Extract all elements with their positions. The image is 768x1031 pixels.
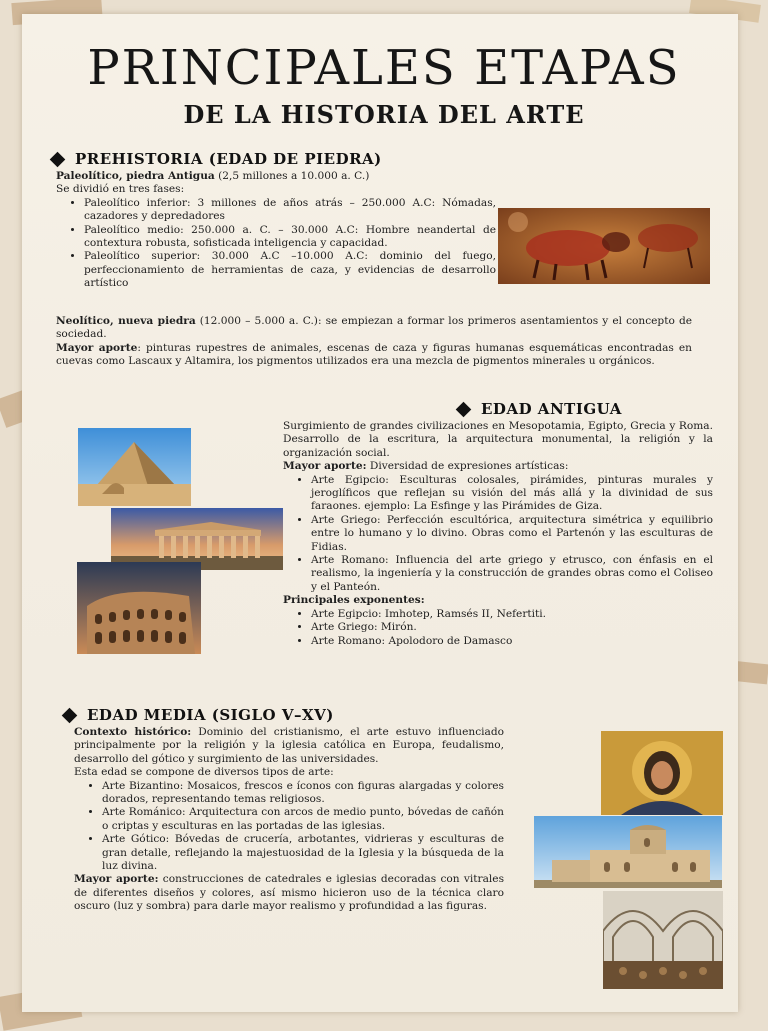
page-subtitle: DE LA HISTORIA DEL ARTE [183,100,585,129]
tipos-intro: Esta edad se compone de diversos tipos de arte: [74,766,334,779]
section-antigua-title: EDAD ANTIGUA [481,400,622,418]
fases-intro: Se dividió en tres fases: [56,183,185,196]
list-item: • Arte Egipcio: Imhotep, Ramsés II, Nefertiti. [311,608,713,621]
media-aporte-label: Mayor aporte: [74,873,159,886]
antigua-aporte-label: Mayor aporte: [283,460,367,473]
paleo-label: Paleolítico, piedra Antigua [56,170,215,182]
section-prehistoria-heading [52,150,382,168]
list-item: • Paleolítico inferior: 3 millones de años atrás – 250.000 A.C: Nómadas, cazadores y depredadores [84,197,496,224]
list-item: • Paleolítico superior: 30.000 A.C –10.000 A.C: dominio del fuego, perfeccionamiento de herramientas de caza, y evidencias de desarrollo artístico [84,250,496,290]
diamond-bullet-icon [456,401,472,417]
page-title: PRINCIPALES ETAPAS [87,40,681,96]
list-item: • Arte Griego: Mirón. [311,621,713,634]
list-item: • Paleolítico medio: 250.000 a. C. – 30.000 A.C: Hombre neandertal de contextura robusta, sofisticada inteligencia y capacidad. [84,224,496,251]
pyramids-image [78,428,191,506]
antigua-intro: Surgimiento de grandes civilizaciones en Mesopotamia, Egipto, Grecia y Roma. Desarrollo de la escritura, la arquitectura monumental, la religión y la organización social. [283,420,713,459]
list-item: • Arte Románico: Arquitectura con arcos de medio punto, bóvedas de cañón o criptas y esculturas en las portadas de las iglesias. [102,806,504,833]
list-item: • Arte Bizantino: Mosaicos, frescos e íconos con figuras alargadas y colores dorados, representando temas religiosos. [102,780,504,807]
prehistoria-aporte-text: : pinturas rupestres de animales, escenas de caza y figuras humanas esquemáticas encontradas en cuevas como Lascaux y Altamira, los pigmentos utilizados era una mezcla de pigmentos minerales u orgánicos. [56,341,692,368]
list-item: • Arte Egipcio: Esculturas colosales, pirámides, pinturas murales y jeroglíficos que reflejan su visión del más allá y la divinidad de sus faraones. ejemplo: La Esfinge y las Pirámides de Giza. [311,474,713,514]
colosseum-image [77,562,201,654]
media-aporte-text: construcciones de catedrales e iglesias decoradas con vitrales de diferentes diseños y colores, así mismo hicieron uso de la técnica claro oscuro (luz y sombra) para darle mayor realismo y profundidad a las figuras. [74,873,504,913]
byzantine-icon-image [601,731,723,815]
gothic-vault-image [603,891,723,989]
section-antigua-heading [458,400,622,418]
section-media-title: EDAD MEDIA (SIGLO V–XV) [87,706,334,724]
antigua-text [283,420,713,648]
list-item: • Arte Griego: Perfección escultórica, arquitectura simétrica y equilibrio entre lo humano y lo divino. Obras como el Partenón y las esculturas de Fidias. [311,514,713,554]
list-item: • Arte Romano: Apolodoro de Damasco [311,635,713,648]
contexto-label: Contexto histórico: [74,726,192,738]
section-media-heading [64,706,334,724]
section-prehistoria-title: PREHISTORIA (EDAD DE PIEDRA) [75,150,382,168]
neo-label: Neolítico, nueva piedra [56,315,196,327]
prehistoria-aporte-label: Mayor aporte [56,341,138,354]
antigua-aporte-text: Diversidad de expresiones artísticas: [366,460,569,473]
cave-painting-image [498,208,710,284]
exponentes-label: Principales exponentes: [283,594,425,607]
parthenon-image [111,508,283,570]
prehistoria-text-top [56,170,496,291]
paleo-range: (2,5 millones a 10.000 a. C.) [214,170,370,182]
prehistoria-text-bottom [56,315,692,369]
diamond-bullet-icon [62,707,78,723]
media-text [74,726,504,914]
list-item: • Arte Gótico: Bóvedas de crucería, arbotantes, vidrieras y esculturas de gran detalle, reflejando la majestuosidad de la Iglesia y la búsqueda de la luz divina. [102,833,504,873]
neo-text: (12.000 – 5.000 a. C.): se empiezan a formar los primeros asentamientos y el concepto de sociedad. [56,315,692,341]
romanesque-church-image [534,816,722,888]
contexto-text: Dominio del cristianismo, el arte estuvo influenciado principalmente por la religión y la iglesia católica en Europa, feudalismo, desarrollo del gótico y surgimiento de las universidades. [74,726,505,765]
list-item: • Arte Romano: Influencia del arte griego y etrusco, con énfasis en el realismo, la ingeniería y la construcción de grandes obras como el Coliseo y el Panteón. [311,554,713,594]
diamond-bullet-icon [50,151,66,167]
